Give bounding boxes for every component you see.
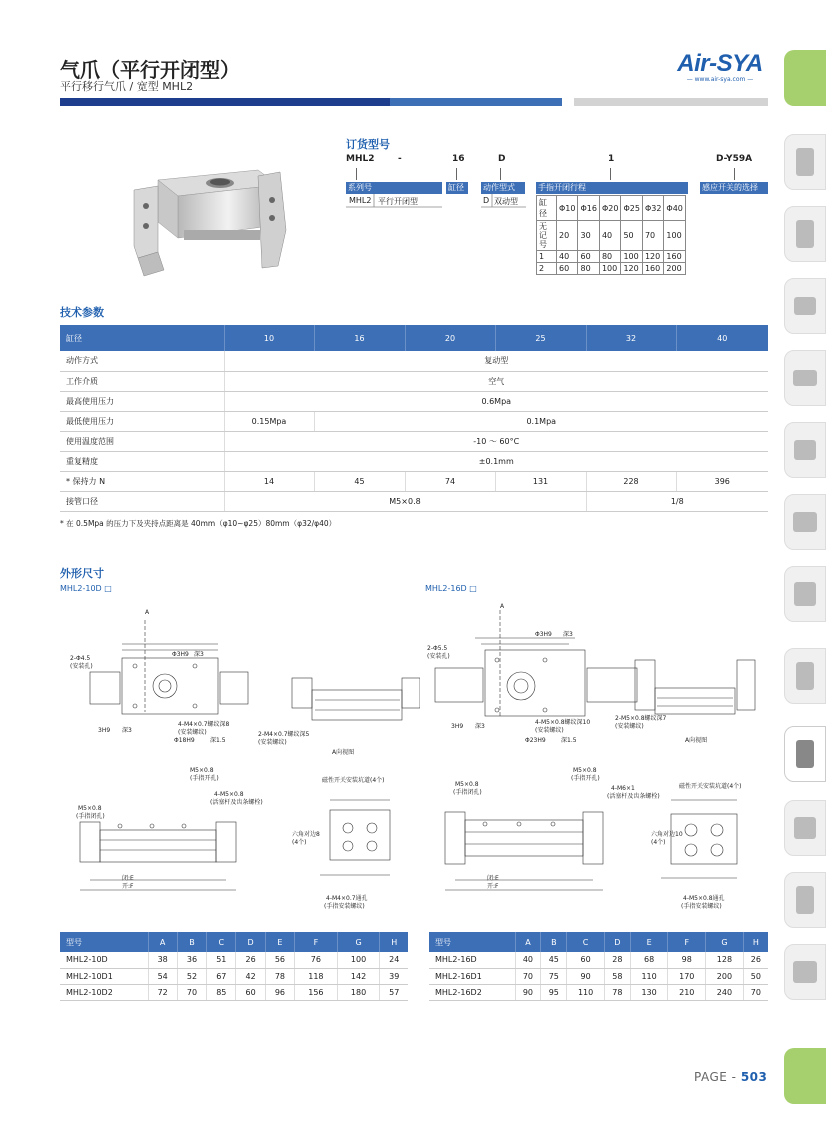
left-sensor: 磁性开关安装坑道(4个) xyxy=(322,777,385,784)
dims-cell: 180 xyxy=(337,984,380,1000)
side-tab-gripper[interactable] xyxy=(784,726,826,782)
dims-header-cell: G xyxy=(706,932,744,952)
table-row xyxy=(60,952,408,968)
logo-text: Air-SYA xyxy=(677,50,763,77)
spec-value: 0.1Mpa xyxy=(314,411,768,431)
filter-icon xyxy=(796,148,814,176)
dims-cell: 26 xyxy=(236,952,265,968)
spec-row-medium xyxy=(60,371,768,391)
dims-cell: 70 xyxy=(177,984,206,1000)
stroke-header-cell: 缸径 xyxy=(537,196,557,221)
spec-header-cell: 10 xyxy=(224,325,314,351)
spec-value: 空气 xyxy=(224,371,768,391)
brand-logo xyxy=(672,50,768,83)
stroke-cell: 1 xyxy=(537,251,557,263)
left-thread-label: 4-M4×0.7螺纹深8 xyxy=(178,721,230,728)
right-port1: M5×0.8 xyxy=(455,781,479,788)
order-underline xyxy=(346,194,526,208)
spec-header-cell: 缸径 xyxy=(60,325,224,351)
right-thread-label: 4-M5×0.8螺纹深10 xyxy=(535,719,591,726)
side-tab-top[interactable] xyxy=(784,50,826,106)
stroke-cell: 120 xyxy=(642,251,663,263)
dims-cell: 70 xyxy=(743,984,768,1000)
dims-cell: 130 xyxy=(630,984,668,1000)
spec-value: 1/8 xyxy=(586,491,768,511)
left-port1: M5×0.8 xyxy=(78,805,102,812)
dims-cell: 90 xyxy=(515,984,541,1000)
spec-label: 动作方式 xyxy=(60,351,224,371)
dims-cell: 60 xyxy=(567,952,605,968)
order-code-dash: - xyxy=(398,154,402,164)
stroke-cell: 120 xyxy=(621,263,642,275)
side-tab-vacuum[interactable] xyxy=(784,944,826,1000)
dims-cell: 39 xyxy=(380,968,408,984)
spec-value: 复动型 xyxy=(224,351,768,371)
right-side-thread-note: (安装螺纹) xyxy=(615,723,644,730)
stroke-cell: 50 xyxy=(621,221,642,251)
stroke-table xyxy=(536,195,686,275)
left-pin-depth: 深3 xyxy=(194,651,204,658)
stroke-row xyxy=(537,221,686,251)
right-piston: 4-M6×1 xyxy=(611,785,635,792)
right-hex: 六角对边10 xyxy=(651,831,683,838)
side-tab-silencer[interactable] xyxy=(784,872,826,928)
dims-cell: 200 xyxy=(706,968,744,984)
left-a-view: A向视图 xyxy=(332,749,355,756)
fitting-icon xyxy=(794,297,816,315)
dims-cell: 90 xyxy=(567,968,605,984)
page-subtitle: 平行移行气爪 / 宽型 MHL2 xyxy=(60,80,194,93)
dims-cell: 240 xyxy=(706,984,744,1000)
spec-value: 131 xyxy=(495,471,586,491)
spec-header-cell: 40 xyxy=(676,325,768,351)
dims-header-cell: F xyxy=(668,932,706,952)
dims-cell: 72 xyxy=(148,984,177,1000)
right-port2: M5×0.8 xyxy=(573,767,597,774)
left-close: 闭:E xyxy=(122,875,134,882)
stroke-cell: 80 xyxy=(578,263,599,275)
dims-cell: 95 xyxy=(541,984,567,1000)
spec-row-repeat xyxy=(60,451,768,471)
module-icon xyxy=(796,662,814,690)
left-bore-depth: 深1.5 xyxy=(210,737,226,744)
dims-cell: 78 xyxy=(265,968,294,984)
dims-header-cell: C xyxy=(567,932,605,952)
dims-cell: 67 xyxy=(207,968,236,984)
dim-A: A xyxy=(145,609,150,616)
stroke-cell: 20 xyxy=(557,221,578,251)
dims-cell: 28 xyxy=(604,952,630,968)
spec-value: M5×0.8 xyxy=(224,491,586,511)
right-port1-note: (手指闭孔) xyxy=(453,789,482,796)
label-stroke: 手指开闭行程 xyxy=(536,182,688,194)
dims-header-cell: E xyxy=(630,932,668,952)
valve-icon xyxy=(793,370,817,386)
dims-header-cell: 型号 xyxy=(60,932,148,952)
dims-cell: 50 xyxy=(743,968,768,984)
left-thread-note: (安装螺纹) xyxy=(178,729,207,736)
logo-url: — www.air-sya.com — xyxy=(686,76,754,83)
right-technical-drawing xyxy=(425,600,770,925)
side-tab-filter[interactable] xyxy=(784,134,826,190)
dims-cell: 40 xyxy=(515,952,541,968)
left-finger: 4-M4×0.7通孔 xyxy=(326,895,368,902)
stroke-row xyxy=(537,251,686,263)
dims-cell: MHL2-16D xyxy=(429,952,515,968)
left-technical-drawing xyxy=(60,600,420,925)
dims-cell: 142 xyxy=(337,968,380,984)
spec-label: 最低使用压力 xyxy=(60,411,224,431)
order-tick xyxy=(500,168,501,180)
order-tick xyxy=(734,168,735,180)
lubricator-icon xyxy=(796,220,814,248)
stroke-cell: 无记号 xyxy=(537,221,557,251)
dimensions-title: 外形尺寸 xyxy=(60,567,104,580)
left-bore-label: Φ18H9 xyxy=(174,737,195,744)
right-a-view: A向视图 xyxy=(685,737,708,744)
stroke-row xyxy=(537,263,686,275)
left-hex-count: (4个) xyxy=(292,839,307,846)
order-tick xyxy=(356,168,357,180)
spec-label: 最高使用压力 xyxy=(60,391,224,411)
dims-header-cell: H xyxy=(380,932,408,952)
left-hole-note: (安装孔) xyxy=(70,663,93,670)
order-code-action: D xyxy=(498,154,506,164)
page-label: PAGE - xyxy=(694,1070,741,1084)
right-piston-note: (活塞杆及齿条螺栓) xyxy=(607,793,660,800)
dims-cell: 78 xyxy=(604,984,630,1000)
dims-cell: 54 xyxy=(148,968,177,984)
stroke-cell: 100 xyxy=(599,263,620,275)
page-number xyxy=(694,1070,767,1084)
right-pin-label: Φ3H9 xyxy=(535,631,552,638)
spec-row-action xyxy=(60,351,768,371)
right-side-thread: 2-M5×0.8螺纹深7 xyxy=(615,715,667,722)
dims-cell: 68 xyxy=(630,952,668,968)
dims-header-cell: E xyxy=(265,932,294,952)
dims-cell: 76 xyxy=(295,952,338,968)
action-code: D xyxy=(483,196,490,205)
dim-A: A xyxy=(500,603,505,610)
dims-cell: 52 xyxy=(177,968,206,984)
side-tab-cylinder[interactable] xyxy=(784,494,826,550)
dims-cell: 38 xyxy=(148,952,177,968)
dims-cell: 110 xyxy=(567,984,605,1000)
left-open: 开:F xyxy=(122,883,134,890)
dims-cell: 70 xyxy=(515,968,541,984)
dims-cell: 110 xyxy=(630,968,668,984)
spec-row-force xyxy=(60,471,768,491)
label-bore: 缸径 xyxy=(446,182,468,194)
dims-header-cell: D xyxy=(604,932,630,952)
side-tab-lubricator[interactable] xyxy=(784,206,826,262)
dims-cell: MHL2-10D2 xyxy=(60,984,148,1000)
side-tab-valve[interactable] xyxy=(784,350,826,406)
dims-cell: MHL2-10D1 xyxy=(60,968,148,984)
dims-cell: 57 xyxy=(380,984,408,1000)
stroke-cell: 30 xyxy=(578,221,599,251)
spec-value: 14 xyxy=(224,471,314,491)
right-sensor: 磁性开关安装坑道(4个) xyxy=(679,783,742,790)
series-desc: 平行开闭型 xyxy=(378,197,418,206)
actuator-icon xyxy=(794,582,816,606)
header-bar-grey xyxy=(574,98,768,106)
dims-cell: 24 xyxy=(380,952,408,968)
spec-table xyxy=(60,325,768,512)
label-action: 动作型式 xyxy=(481,182,525,194)
left-hole-label: 2-Φ4.5 xyxy=(70,655,91,662)
left-finger-note: (手指安装螺纹) xyxy=(324,903,365,910)
solenoid-icon xyxy=(794,440,816,460)
spec-value: 45 xyxy=(314,471,405,491)
right-pin2-depth: 深3 xyxy=(475,723,485,730)
spec-row-port xyxy=(60,491,768,511)
left-dimension-table xyxy=(60,932,408,1001)
dims-header-cell: 型号 xyxy=(429,932,515,952)
stroke-header-cell: Φ25 xyxy=(621,196,642,221)
order-tick xyxy=(456,168,457,180)
dims-cell: 56 xyxy=(265,952,294,968)
dims-header-cell: F xyxy=(295,932,338,952)
spec-header-cell: 25 xyxy=(495,325,586,351)
dims-header-cell: B xyxy=(541,932,567,952)
spec-value: 0.15Mpa xyxy=(224,411,314,431)
left-side-thread: 2-M4×0.7螺纹深5 xyxy=(258,731,310,738)
left-port2-note: (手指开孔) xyxy=(190,775,219,782)
right-hole-note: (安装孔) xyxy=(427,653,450,660)
action-desc: 双动型 xyxy=(494,197,518,206)
right-close: 闭:E xyxy=(487,875,499,882)
vacuum-icon xyxy=(793,961,817,983)
dims-cell: 98 xyxy=(668,952,706,968)
right-pin-depth: 深3 xyxy=(563,631,573,638)
spec-note: * 在 0.5Mpa 的压力下及夹持点距离是 40mm（φ10~φ25）80mm（φ32/φ40） xyxy=(60,519,337,528)
dims-cell: 96 xyxy=(265,984,294,1000)
stroke-header-cell: Φ16 xyxy=(578,196,599,221)
spec-value: 396 xyxy=(676,471,768,491)
spec-header-cell: 20 xyxy=(405,325,495,351)
left-port2: M5×0.8 xyxy=(190,767,214,774)
right-finger: 4-M5×0.8通孔 xyxy=(683,895,725,902)
dims-cell: 118 xyxy=(295,968,338,984)
right-hole-label: 2-Φ5.5 xyxy=(427,645,448,652)
spec-header-row xyxy=(60,325,768,351)
dims-cell: 128 xyxy=(706,952,744,968)
dims-cell: 85 xyxy=(207,984,236,1000)
dims-cell: 156 xyxy=(295,984,338,1000)
spec-row-max-pressure xyxy=(60,391,768,411)
right-port2-note: (手指开孔) xyxy=(571,775,600,782)
right-dimension-table xyxy=(429,932,768,1001)
rotary-icon xyxy=(794,817,816,839)
side-tab-module[interactable] xyxy=(784,648,826,704)
dims-cell: 75 xyxy=(541,968,567,984)
table-row xyxy=(60,968,408,984)
spec-value: -10 ～ 60°C xyxy=(224,431,768,451)
dims-cell: 26 xyxy=(743,952,768,968)
stroke-cell: 160 xyxy=(642,263,663,275)
order-code-switch: D-Y59A xyxy=(716,154,753,164)
table-row xyxy=(60,984,408,1000)
side-tab-actuator[interactable] xyxy=(784,566,826,622)
stroke-cell: 100 xyxy=(664,221,685,251)
left-hex: 六角对边8 xyxy=(292,831,320,838)
left-piston-note: (活塞杆及齿条螺栓) xyxy=(210,799,263,806)
dims-header-row xyxy=(429,932,768,952)
label-series: 系列号 xyxy=(346,182,442,194)
side-tab-rotary[interactable] xyxy=(784,800,826,856)
dims-cell: MHL2-16D2 xyxy=(429,984,515,1000)
dims-cell: 45 xyxy=(541,952,567,968)
left-pin2-depth: 深3 xyxy=(122,727,132,734)
spec-label: 接管口径 xyxy=(60,491,224,511)
dims-cell: 36 xyxy=(177,952,206,968)
right-bore-depth: 深1.5 xyxy=(561,737,577,744)
spec-label: * 保持力 N xyxy=(60,471,224,491)
right-open: 开:F xyxy=(487,883,499,890)
spec-label: 重复精度 xyxy=(60,451,224,471)
spec-header-cell: 16 xyxy=(314,325,405,351)
stroke-cell: 40 xyxy=(557,251,578,263)
dims-cell: 58 xyxy=(604,968,630,984)
spec-row-min-pressure xyxy=(60,411,768,431)
left-pin-label: Φ3H9 xyxy=(172,651,189,658)
stroke-header-cell: Φ10 xyxy=(557,196,578,221)
dims-cell: MHL2-16D1 xyxy=(429,968,515,984)
label-switch: 感应开关的选择 xyxy=(700,182,768,194)
cylinder-icon xyxy=(793,512,817,532)
right-finger-note: (手指安装螺纹) xyxy=(681,903,722,910)
spec-value: ±0.1mm xyxy=(224,451,768,471)
stroke-header-cell: Φ32 xyxy=(642,196,663,221)
left-piston: 4-M5×0.8 xyxy=(214,791,244,798)
stroke-cell: 160 xyxy=(664,251,685,263)
dims-header-cell: A xyxy=(515,932,541,952)
spec-label: 使用温度范围 xyxy=(60,431,224,451)
page-number-value: 503 xyxy=(740,1070,768,1084)
stroke-header-cell: Φ40 xyxy=(664,196,685,221)
order-code-stroke: 1 xyxy=(608,154,615,164)
dims-header-cell: A xyxy=(148,932,177,952)
stroke-cell: 70 xyxy=(642,221,663,251)
stroke-cell: 200 xyxy=(664,263,685,275)
stroke-cell: 2 xyxy=(537,263,557,275)
spec-row-temperature xyxy=(60,431,768,451)
right-hex-count: (4个) xyxy=(651,839,666,846)
header-bar-blue xyxy=(390,98,562,106)
series-code: MHL2 xyxy=(349,196,372,205)
stroke-header-cell: Φ20 xyxy=(599,196,620,221)
stroke-cell: 60 xyxy=(578,251,599,263)
table-row xyxy=(429,984,768,1000)
page-title: 气爪（平行开闭型） xyxy=(60,58,240,82)
right-model-label: MHL2-16D □ xyxy=(425,584,477,593)
right-bore-label: Φ23H9 xyxy=(525,737,546,744)
order-code-series: MHL2 xyxy=(346,154,375,164)
dims-cell: 51 xyxy=(207,952,236,968)
left-port1-note: (手指闭孔) xyxy=(76,813,105,820)
dims-cell: 60 xyxy=(236,984,265,1000)
side-tab-fitting[interactable] xyxy=(784,278,826,334)
dims-header-row xyxy=(60,932,408,952)
stroke-cell: 60 xyxy=(557,263,578,275)
gripper-product-image xyxy=(128,160,288,280)
spec-header-cell: 32 xyxy=(586,325,676,351)
dims-cell: 170 xyxy=(668,968,706,984)
stroke-cell: 80 xyxy=(599,251,620,263)
right-thread-note: (安装螺纹) xyxy=(535,727,564,734)
dims-header-cell: G xyxy=(337,932,380,952)
stroke-header-row xyxy=(537,196,686,221)
order-title: 订货型号 xyxy=(346,138,390,151)
spec-value: 228 xyxy=(586,471,676,491)
stroke-cell: 40 xyxy=(599,221,620,251)
dims-cell: 42 xyxy=(236,968,265,984)
left-pin2-label: 3H9 xyxy=(98,727,111,734)
right-pin2-label: 3H9 xyxy=(451,723,464,730)
spec-value: 74 xyxy=(405,471,495,491)
stroke-cell: 100 xyxy=(621,251,642,263)
order-code-bore: 16 xyxy=(452,154,465,164)
dims-cell: 210 xyxy=(668,984,706,1000)
spec-value: 0.6Mpa xyxy=(224,391,768,411)
left-side-thread-note: (安装螺纹) xyxy=(258,739,287,746)
spec-title: 技术参数 xyxy=(60,306,104,319)
table-row xyxy=(429,952,768,968)
dims-header-cell: C xyxy=(207,932,236,952)
dims-header-cell: D xyxy=(236,932,265,952)
dims-cell: 100 xyxy=(337,952,380,968)
silencer-icon xyxy=(796,886,814,914)
side-tab-bottom[interactable] xyxy=(784,1048,826,1104)
dims-cell: MHL2-10D xyxy=(60,952,148,968)
left-model-label: MHL2-10D □ xyxy=(60,584,112,593)
header-bar-dark xyxy=(60,98,390,106)
order-tick xyxy=(610,168,611,180)
dims-header-cell: B xyxy=(177,932,206,952)
dims-header-cell: H xyxy=(743,932,768,952)
side-tab-solenoid[interactable] xyxy=(784,422,826,478)
spec-label: 工作介质 xyxy=(60,371,224,391)
table-row xyxy=(429,968,768,984)
gripper-icon xyxy=(796,740,814,768)
